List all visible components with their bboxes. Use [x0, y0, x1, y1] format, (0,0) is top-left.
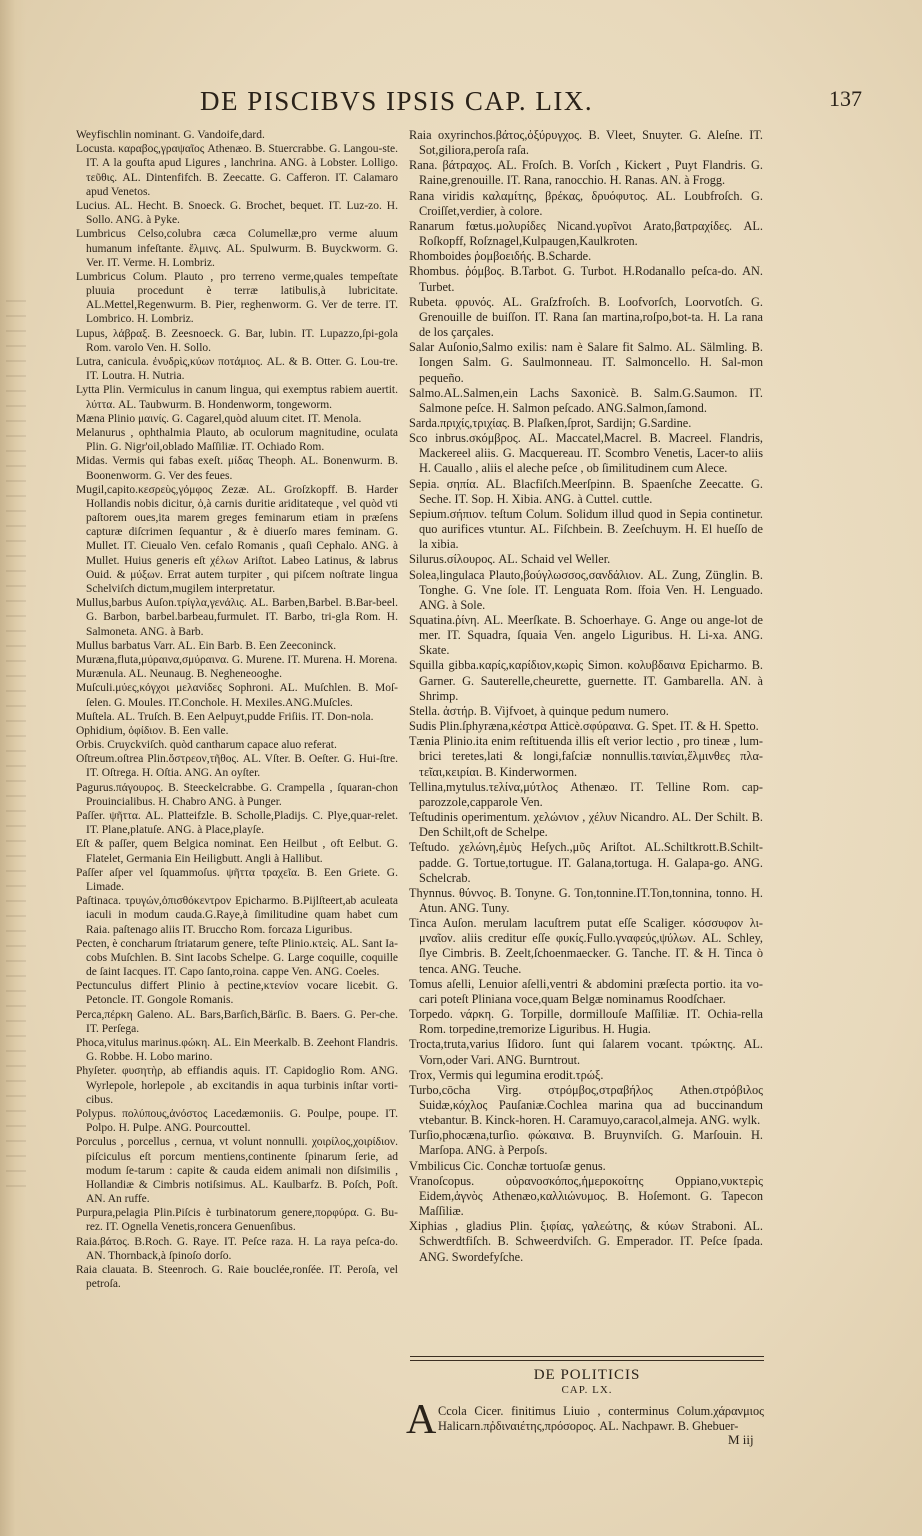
glossary-entry: Phoca,vitulus marinus.φώκη. AL. Ein Meerkalb. B. Zeehont Flandris. G. Robbe. H. Lobo marino. [76, 1037, 398, 1064]
glossary-entry: Lutra, canicula. ἐνυδρὶς,κύων ποτάμιος. AL. & B. Otter. G. Lou-tre. IT. Loutra. H. Nutria. [76, 356, 398, 383]
glossary-entry: Sepia. σηπία. AL. Blacfiſch.Meerſpinn. B. Spaenſche Zeecatte. G. Seche. IT. Sop. H. Xibia. ANG. à Cuttel. cuttle. [409, 476, 763, 506]
glossary-entry: Purpura,pelagia Plin.Piſcis è turbinatorum genere,πορφύρα. G. Bu-rez. IT. Ognella Venetis,roncera Genuenſibus. [76, 1207, 398, 1234]
glossary-entry: Sarda.πριχίς,τριχίας. B. Plaſken,ſprot, Sardijn; G.Sardine. [409, 415, 692, 430]
glossary-entry: Mæna Plinio μαινίς. G. Cagarel,quòd aluum citet. IT. Menola. [76, 412, 362, 425]
right-column [409, 128, 763, 1265]
glossary-entry: Rhomboides ῥομβοειδής. B.Scharde. [409, 249, 592, 264]
glossary-entry: Xiphias , gladius Plin. ξιφίας, γαλεώτης, & κύων Straboni. AL. Schwerdtfiſch. B. Schweerdviſch. G. Emperador. IT. Peſce ſpada. ANG. Swordefyſche. [409, 1219, 763, 1264]
glossary-entry: Tellina,mytulus.τελίνα,μύτλος Athenæo. IT. Telline Rom. cap-parozzole,capparole Ven. [409, 779, 763, 809]
facing-page-bleed [6, 300, 26, 1200]
glossary-entry: Muſtela. AL. Truſch. B. Een Aelpuyt,pudde Friſiis. IT. Don-nola. [76, 710, 374, 723]
glossary-entry: Mullus,barbus Auſon.τρίγλα,γενάλις. AL. Barben,Barbel. B.Bar-beel. G. Barbon, barbel.barbeau,furmulet. IT. Barbo, tri-gla Rom. H. Salmoneta. ANG. à Barb. [76, 597, 398, 638]
section-divider-rule [410, 1356, 764, 1361]
glossary-entry: Vmbilicus Cic. Conchæ tortuoſæ genus. [409, 1158, 606, 1173]
glossary-entry: Rana viridis καλαμίτης, βρέκας, δρυόφυτος. AL. Loubfroſch. G. Croiſſet,verdier, à colore. [409, 188, 763, 218]
running-head-title: DE PISCIBVS IPSIS CAP. LIX. [200, 86, 594, 116]
glossary-entry: Vranoſcopus. οὐρανοσκόπος,ἡμεροκοίτης Oppiano,νυκτερὶς Eidem,ἁγνὸς Athenæo,καλλιώνυμος. B. Hoſemont. G. Tapecon Maſſiliæ. [409, 1173, 763, 1219]
glossary-entry: Lupus, λάβραξ. B. Zeesnoeck. G. Bar, lubin. IT. Lupazzo,ſpi-gola Rom. varolo Ven. H. Sollo. [76, 327, 398, 354]
glossary-entry: Midas. Vermis qui fabas exeſt. μίδας Theoph. AL. Bonenwurm. B. Boonenworm. G. Ver des feues. [76, 455, 398, 482]
section-title: DE POLITICIS [533, 1367, 641, 1383]
printer-signature-mark: M iij [728, 1432, 754, 1447]
glossary-entry: Torpedo. νάρκη. G. Torpille, dormillouſe Maſſiliæ. IT. Ochia-rella Rom. torpedine,tremorize Liguribus. H. Hugia. [409, 1007, 763, 1037]
glossary-entry: Trox, Vermis qui legumina erodit.τρώξ. [409, 1067, 604, 1082]
glossary-entry: Orbis. Cruyckviſch. quòd cantharum capace aluo referat. [76, 739, 337, 752]
glossary-entry: Stella. ἀστήρ. B. Vijfvoet, à quinque pedum numero. [409, 703, 669, 718]
glossary-entry: Mullus barbatus Varr. AL. Ein Barb. B. Een Zeeconinck. [76, 639, 337, 652]
glossary-entry: Eſt & paſſer, quem Belgica nominat. Een Heilbut , oft Eelbut. G. Flatelet, Germania Ein Heiligbutt. Angli à Hallibut. [76, 838, 398, 865]
glossary-entry: Raia clauata. B. Steenroch. G. Raie bouclée,ronſée. IT. Peroſa, vel petroſa. [76, 1264, 398, 1291]
glossary-entry: Polypus. πολύπους,ἀνόστος Lacedæmoniis. G. Poulpe, poupe. IT. Polpo. H. Pulpe. ANG. Pourcouttel. [76, 1107, 398, 1135]
glossary-entry: Squilla gibba.καρίς,καρίδιον,κωρὶς Simon. κολυβδαινα Epicharmo. B. Garner. G. Sauterelle,cheurette, guernette. IT. Gambarella. AN. à Shrimp. [409, 658, 763, 703]
glossary-entry: Tinca Auſon. merulam lacuſtrem putat eſſe Scaliger. κόσσυφον λι-μναῖον. aliis creditur eſſe φυκίς.Fullo.γναφεύς,ψύλων. AL. Schley, ſlye Cimbris. B. Zeelt,ſchoenmaecker. G. Tanche. IT. & H. Tinca ò tenca. ANG. Teuche. [409, 916, 763, 976]
glossary-entry: Rana. βάτραχος. AL. Froſch. B. Vorſch , Kickert , Puyt Flandris. G. Raine,grenouille. IT. Rana, ranocchio. H. Ranas. AN. à Frogg. [409, 158, 763, 188]
glossary-entry: Lucius. AL. Hecht. B. Snoeck. G. Brochet, bequet. IT. Luz-zo. H. Sollo. ANG. à Pyke. [76, 199, 398, 227]
glossary-entry: Turbo,cōcha Virg. στρόμβος,στραβήλος Athen.στρόβιλος Suidæ,κόχλος Pauſaniæ.Cochlea marina qua ad buccinandum vtebantur. B. Kinck-horen. H. Caramuyo,caracol,almeja. ANG. wylk. [409, 1082, 763, 1128]
glossary-entry: Teſtudo. χελώνη,ἐμὺς Heſych.,μῦς Ariſtot. AL.Schiltkrott.B.Schilt-padde. G. Tortue,tortugue. IT. Galana,tortuga. H. Galapa-go. ANG. Schelcrab. [409, 840, 763, 885]
glossary-entry: Trocta,truta,varius Iſidoro. ſunt qui ſalarem vocant. τρώκτης. AL. Vorn,oder Vari. ANG. Burntrout. [409, 1037, 763, 1067]
glossary-entry: Porculus , porcellus , cernua, vt volunt nonnulli. χοιρίλος,χοιρίδιον. piſciculus eſt porcum mentiens,continente ſpinarum ſerie, ad modum ſe-tarum : capite & cauda eidem animali non diſsimilis , Hollandiæ & Cimbris notiſsimus. AL. Kaulbarfz. B. Poſch, Poſt. AN. An ruffe. [76, 1136, 398, 1206]
glossary-entry: Squatina.ῥίνη. AL. Meerſkate. B. Schoerhaye. G. Ange ou ange-lot de mer. IT. Squadra, ſquaia Ven. angelo Liguribus. H. Li-xa. ANG. Skate. [409, 613, 763, 658]
glossary-entry: Salar Auſonio,Salmo exilis: nam è Salare fit Salmo. AL. Sälmling. B. Iongen Salm. G. Saulmonneau. IT. Salmoncello. H. Sal-mon pequeño. [409, 340, 763, 385]
glossary-entry: Tomus aſelli, Lenuior aſelli,ventri & abdomini præſecta portio. ita vo-cari poteſt Pliniana voce,quam Belgæ nominamus Roodſchaer. [409, 976, 763, 1006]
glossary-entry: Pectunculus differt Plinio à pectine,κτενίον vocare licebit. G. Petoncle. IT. Gongole Romanis. [76, 980, 398, 1007]
glossary-entry: Teſtudinis operimentum. χελώνιον , χέλυν Nicandro. AL. Der Schilt. B. Den Schilt,oft de Schelpe. [409, 810, 763, 840]
glossary-entry: Lumbricus Colum. Plauto , pro terreno verme,quales tempeſtate pluuia procedunt è terræ latibulis,à lubricitate. AL.Mettel,Regenwurm. B. Pier, reghenworm. G. Ver de terre. IT. Lombrico. H. Lombriz. [76, 270, 398, 326]
glossary-entry: Thynnus. θύννος. B. Tonyne. G. Ton,tonnine.IT.Ton,tonnina, tonno. H. Atun. ANG. Tuny. [409, 885, 763, 915]
glossary-entry: Muſculi.μύες,κόγχοι μελανίδες Sophroni. AL. Muſchlen. B. Moſ-ſelen. G. Moules. IT.Conchole. H. Mexiles.ANG.Muſcles. [76, 682, 398, 709]
glossary-entry: Raia oxyrinchos.βάτος,ὀξύρυγχος. B. Vleet, Snuyter. G. Aleſne. IT. Sot,giliora,peroſa raſa. [409, 128, 763, 158]
glossary-entry: Silurus.σίλουρος. AL. Schaid vel Weller. [409, 552, 611, 567]
glossary-entry: Ranarum fœtus.μολυρίδες Nicand.γυρῖνοι Arato,βατραχίδες. AL. Roſkopff, Roſznagel,Kulpaugen,Kaulkroten. [409, 218, 763, 249]
glossary-entry: Sepium.σήπιον. teſtum Colum. Solidum illud quod in Sepia continetur. quo aurifices vtuntur. AL. Fiſchbein. B. Zeeſchuym. H. El hueſſo de la xibia. [409, 506, 763, 552]
glossary-entry: Lumbricus Celso,colubra cæca Columellæ,pro verme aluum humanum infeſtante. ἕλμινς. AL. Spulwurm. B. Buyckworm. G. Ver. IT. Verme. H. Lombriz. [76, 228, 398, 269]
glossary-entry: Perca,πέρκη Galeno. AL. Bars,Barſich,Bärſic. B. Baers. G. Per-che. IT. Perſega. [76, 1008, 398, 1035]
glossary-entry: Melanurus , ophthalmia Plauto, ab oculorum magnitudine, oculata Plin. G. Nigr'oil,oblado Maſſiliæ. IT. Ochiado Rom. [76, 426, 398, 454]
glossary-entry: Solea,lingulaca Plauto,βούγλωσσος,σανδάλιον. AL. Zung, Zünglin. B. Tonghe. G. Vne ſole. IT. Lenguata Rom. ſfoia Ven. H. Lenguado. ANG. à Sole. [409, 567, 763, 612]
glossary-entry: Rhombus. ῥόμβος. B.Tarbot. G. Turbot. H.Rodanallo peſca-do. AN. Turbet. [409, 264, 763, 294]
glossary-entry: Oſtreum.oſtrea Plin.ὄστρεον,τῆθος. AL. Vſter. B. Oeſter. G. Hui-ſtre. IT. Oſtrega. H. Oſtia. ANG. An oyſter. [76, 753, 398, 780]
glossary-entry: Mugil,capito.κεσρεὺς,γόμφος Zezæ. AL. Groſzkopff. B. Harder Hollandis nobis dicitur, ὁ,à carnis duritie ariditateque , vel quòd vti paſtorem oues,ita marem greges feminarum etiam in præſens capturæ diſcrimen ſequantur , & è diuerſo mares feminam. G. Mullet. IT. Cieualo Ven. cefalo Romanis , quaſi Cephalo. ANG. à Mullet. Huius generis eſt χέλων Ariſtot. Labeo Latinus, & labrus Ouid. & μύξων. Errat autem turpiter , qui piſcem noſtrate lingua Schelviſch dictum,mugilem interpretatur. [76, 483, 398, 595]
glossary-entry: Phyſeter. φυσητὴρ, ab effiandis aquis. IT. Capidoglio Rom. ANG. Wyrlepole, horlepole , ab excitandis in aqua turbinis inſtar vorti-cibus. [76, 1065, 398, 1106]
glossary-entry: Turſio,phocæna,turſio. φώκαινα. B. Bruynviſch. G. Marſouin. H. Marſopa. ANG. à Perpoſs. [409, 1128, 763, 1158]
glossary-entry: Muræna,fluta,μύραινα,σμύραινα. G. Murene. IT. Murena. H. Morena. [76, 653, 398, 666]
glossary-entry: Pagurus.πάγουρος. B. Steeckelcrabbe. G. Crampella , ſquaran-chon Prouincialibus. H. Chabro ANG. à Punger. [76, 781, 398, 808]
glossary-entry: Weyfischlin nominant. G. Vandoife,dard. [76, 129, 265, 141]
glossary-entry: Paſſer aſper vel ſquammoſus. ψῆττα τραχεῖα. B. Een Griete. G. Limade. [76, 866, 398, 893]
glossary-entry: Rubeta. φρυνός. AL. Graſzfroſch. B. Loofvorſch, Loorvotſch. G. Grenouille de buiſſon. IT. Rana ſan martina,roſpo,bot-ta. H. La rana de los çarçales. [409, 294, 763, 340]
drop-cap: A [406, 1397, 437, 1443]
glossary-entry: Raia.βάτος. B.Roch. G. Raye. IT. Peſce raza. H. La raya peſca-do. AN. Thornback,à ſpinoſo dorſo. [76, 1235, 398, 1262]
glossary-entry: Salmo.AL.Salmen,ein Lachs Saxonicè. B. Salm.G.Saumon. IT. Salmone peſce. H. Salmon peſcado. ANG.Salmon,ſamond. [409, 385, 763, 415]
glossary-entry: Sco inbrus.σκόμβρος. AL. Maccatel,Macrel. B. Macreel. Flandris, Mackereel aliis. G. Macquereau. IT. Scombro Venetis, Lacer-to aliis H. Cauallo , aliis el aleche peſce , ob ſimilitudinem cum Alece. [409, 431, 763, 476]
section-chapter: CAP. LX. [561, 1384, 613, 1396]
glossary-entry: Locusta. καραβος,γραψαῖος Athenæo. B. Stuercrabbe. G. Langou-ste. IT. A la goufta apud Ligures , lanchrina. ANG. à Lobster. Lolligo. τεῦθις. AL. Dintenfifch. B. Zeecatte. G. Cafferon. IT. Calamaro apud Venetos. [76, 143, 398, 198]
glossary-entry: Paſtinaca. τρυγών,ὀπισθόκεντρον Epicharmo. B.Pijlſteert,ab aculeata iaculi in modum cauda.G.Raye,à ſimilitudine quam habet cum Raia. paſtenago aliis IT. Bruccho Rom. forcaza Liguribus. [76, 895, 398, 936]
glossary-entry: Ophidium, ὀφίδιον. B. Een valle. [76, 724, 229, 737]
glossary-entry: Tænia Plinio.ita enim reſtituenda illis eſt verior lectio , pro tineæ , lum-brici teretes,lati & longi,faſciæ nonnullis.ταινίαι,ἕλμινθες πλα-τεῖαι,κειρίαι. B. Kinderwormen. [409, 734, 763, 779]
glossary-entry: Pecten, è concharum ſtriatarum genere, teſte Plinio.κτεὶς. AL. Sant Ia-cobs Muſchlen. B. Sint Iacobs Schelpe. G. Large coquille, coquille de ſaint Iacques. IT. Capo ſanto,roina. cappe Ven. ANG. Coeles. [76, 937, 398, 979]
section-body-text: Ccola Cicer. finitimus Liuio , conterminus Colum.χάρανμιος Halicarn.πῤδιναιέτης,πρόσορος. AL. Nachpawr. B. Ghebuer- [438, 1404, 764, 1434]
left-column [76, 128, 398, 1291]
glossary-entry: Murænula. AL. Neunaug. B. Negheneooghe. [76, 668, 283, 681]
glossary-entry: Paſſer. ψῆττα. AL. Platteifzle. B. Scholle,Pladijs. C. Plye,quar-relet. IT. Plane,platuſe. ANG. à Place,playſe. [76, 810, 398, 837]
page-number: 137 [829, 86, 862, 111]
glossary-entry: Lytta Plin. Vermiculus in canum lingua, qui exemptus rabiem auertit. λύττα. AL. Taubwurm. B. Hondenworm, tongeworm. [76, 384, 398, 411]
glossary-entry: Sudis Plin.ſphyræna,κέστρα Atticè.σφύραινα. G. Spet. IT. & H. Spetto. [409, 719, 759, 734]
